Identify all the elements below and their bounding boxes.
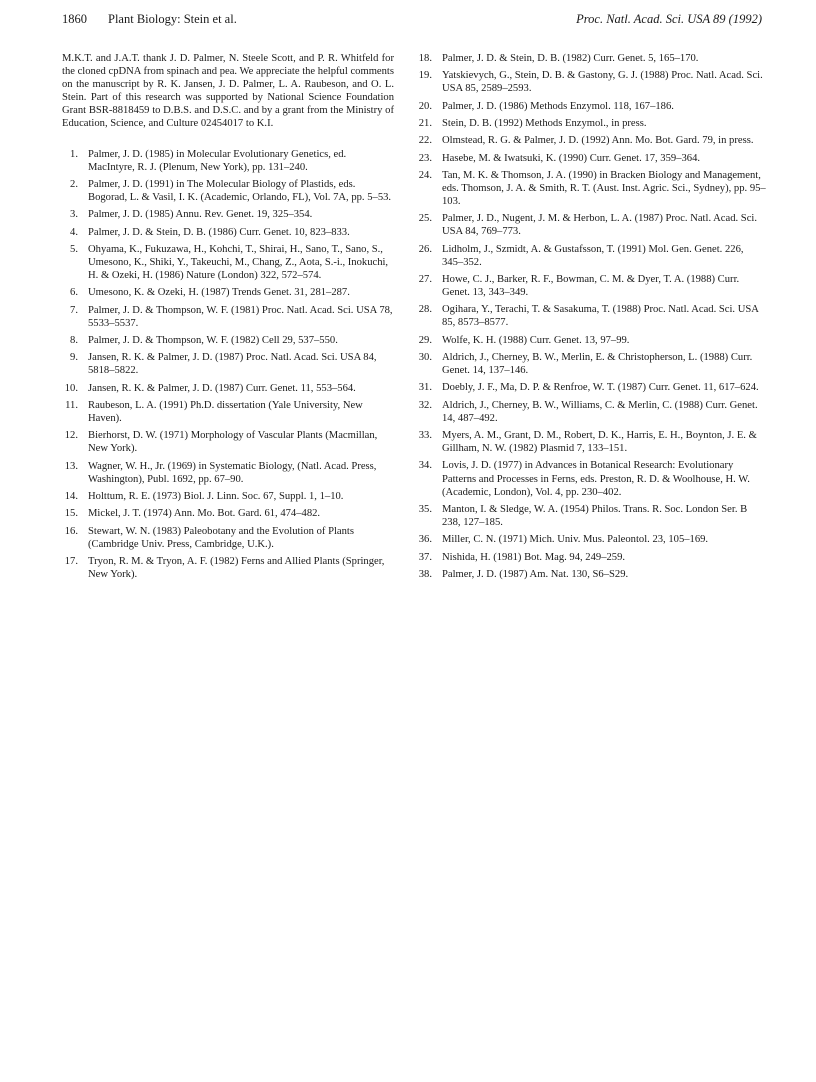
reference-text: Myers, A. M., Grant, D. M., Robert, D. K., Harris, E. H., Boynton, J. E. & Gillham, N. W. (1982) Plasmid 7, 133–151. xyxy=(442,430,757,455)
reference-text: Raubeson, L. A. (1991) Ph.D. dissertation (Yale University, New Haven). xyxy=(88,399,363,425)
reference-item xyxy=(416,69,766,95)
reference-text: Holttum, R. E. (1973) Biol. J. Linn. Soc. 67, Suppl. 1, 1–10. xyxy=(88,491,344,503)
reference-item xyxy=(62,334,394,347)
reference-text: Palmer, J. D. (1991) in The Molecular Biology of Plastids, eds. Bogorad, L. & Vasil, I. K. (Academic, Orlando, FL), Vol. 7A, pp. 5–53. xyxy=(88,178,392,204)
reference-item xyxy=(62,243,394,282)
reference-item xyxy=(416,273,766,299)
reference-text: Mickel, J. T. (1974) Ann. Mo. Bot. Gard. 61, 474–482. xyxy=(88,508,321,520)
reference-text: Stewart, W. N. (1983) Paleobotany and the Evolution of Plants (Cambridge Univ. Press, Cambridge, U.K.). xyxy=(88,525,354,550)
reference-item xyxy=(416,381,766,394)
reference-text: Palmer, J. D. & Thompson, W. F. (1981) Proc. Natl. Acad. Sci. USA 78, 5533–5537. xyxy=(88,304,393,329)
reference-number: 23. xyxy=(418,152,432,164)
reference-text: Manton, I. & Sledge, W. A. (1954) Philos. Trans. R. Soc. London Ser. B 238, 127–185. xyxy=(442,503,748,528)
reference-text: Palmer, J. D. & Thompson, W. F. (1982) Cell 29, 537–550. xyxy=(88,335,338,346)
reference-item xyxy=(416,169,766,208)
reference-number: 9. xyxy=(70,352,78,364)
reference-text: Jansen, R. K. & Palmer, J. D. (1987) Proc. Natl. Acad. Sci. USA 84, 5818–5822. xyxy=(88,352,377,377)
left-column xyxy=(62,52,394,585)
reference-item xyxy=(62,208,394,221)
reference-text: Bierhorst, D. W. (1971) Morphology of Vascular Plants (Macmillan, New York). xyxy=(88,430,378,455)
running-title: Plant Biology: Stein et al. xyxy=(108,12,237,26)
reference-number: 20. xyxy=(418,100,432,112)
reference-text: Palmer, J. D. (1985) in Molecular Evolutionary Genetics, ed. MacIntyre, R. J. (Plenum, New York), pp. 131–240. xyxy=(88,148,347,173)
reference-item xyxy=(416,134,766,147)
reference-text: Aldrich, J., Cherney, B. W., Williams, C. & Merlin, C. (1988) Curr. Genet. 14, 487–492. xyxy=(442,399,758,424)
reference-number: 27. xyxy=(418,274,432,285)
reference-text: Ogihara, Y., Terachi, T. & Sasakuma, T. (1988) Proc. Natl. Acad. Sci. USA 85, 8573–8577. xyxy=(442,304,759,329)
reference-text: Umesono, K. & Ozeki, H. (1987) Trends Genet. 31, 281–287. xyxy=(88,287,350,299)
reference-text: Lidholm, J., Szmidt, A. & Gustafsson, T. (1991) Mol. Gen. Genet. 226, 345–352. xyxy=(442,243,744,268)
reference-item xyxy=(416,303,766,329)
reference-item xyxy=(62,429,394,455)
reference-number: 1. xyxy=(70,148,78,160)
reference-item xyxy=(416,100,766,113)
reference-list-left xyxy=(62,148,394,582)
reference-item xyxy=(62,351,394,377)
reference-number: 37. xyxy=(418,551,432,563)
reference-number: 33. xyxy=(418,430,432,442)
reference-text: Aldrich, J., Cherney, B. W., Merlin, E. & Christopherson, L. (1988) Curr. Genet. 14, 137–146. xyxy=(442,352,753,377)
reference-text: Palmer, J. D. & Stein, D. B. (1982) Curr. Genet. 5, 165–170. xyxy=(442,53,699,64)
reference-item xyxy=(416,459,766,498)
reference-item xyxy=(416,212,766,238)
page-number: 1860 xyxy=(62,12,87,26)
reference-number: 13. xyxy=(64,460,78,472)
reference-number: 38. xyxy=(418,568,432,580)
reference-item xyxy=(62,490,394,503)
reference-number: 28. xyxy=(418,304,432,316)
reference-number: 2. xyxy=(70,178,78,190)
reference-number: 21. xyxy=(418,117,432,129)
reference-text: Yatskievych, G., Stein, D. B. & Gastony, G. J. (1988) Proc. Natl. Acad. Sci. USA 85, 2589–2593. xyxy=(442,70,763,95)
reference-item xyxy=(416,503,766,529)
reference-number: 10. xyxy=(64,382,78,394)
reference-list-right xyxy=(416,52,766,581)
reference-text: Lovis, J. D. (1977) in Advances in Botanical Research: Evolutionary Patterns and Processes in Ferns, eds. Preston, R. D. & Woolhouse, H. W. (Academic, London), Vol. 4, pp. 230–402. xyxy=(442,460,750,498)
reference-number: 26. xyxy=(418,243,432,255)
reference-number: 35. xyxy=(418,503,432,515)
reference-number: 36. xyxy=(418,534,432,546)
reference-item xyxy=(416,243,766,269)
reference-number: 31. xyxy=(418,382,432,394)
reference-number: 30. xyxy=(418,352,432,364)
reference-item xyxy=(416,568,766,581)
reference-text: Palmer, J. D. (1985) Annu. Rev. Genet. 19, 325–354. xyxy=(88,209,313,221)
reference-number: 12. xyxy=(64,430,78,442)
reference-item xyxy=(416,351,766,377)
reference-text: Palmer, J. D., Nugent, J. M. & Herbon, L. A. (1987) Proc. Natl. Acad. Sci. USA 84, 769–773. xyxy=(442,213,757,238)
reference-number: 14. xyxy=(64,491,78,503)
reference-number: 25. xyxy=(418,213,432,225)
reference-number: 11. xyxy=(65,399,78,411)
reference-text: Stein, D. B. (1992) Methods Enzymol., in press. xyxy=(442,117,647,129)
reference-item xyxy=(62,525,394,551)
reference-number: 29. xyxy=(418,334,432,346)
reference-number: 19. xyxy=(418,70,432,82)
reference-text: Palmer, J. D. (1987) Am. Nat. 130, S6–S29. xyxy=(442,568,629,580)
reference-item xyxy=(62,399,394,425)
reference-item xyxy=(62,555,394,581)
journal-citation: Proc. Natl. Acad. Sci. USA 89 (1992) xyxy=(576,12,762,26)
reference-text: Wolfe, K. H. (1988) Curr. Genet. 13, 97–99. xyxy=(442,334,630,346)
reference-item xyxy=(62,382,394,395)
reference-item xyxy=(416,429,766,455)
reference-item xyxy=(416,399,766,425)
reference-number: 17. xyxy=(64,556,78,567)
reference-text: Palmer, J. D. (1986) Methods Enzymol. 118, 167–186. xyxy=(442,100,674,112)
reference-item xyxy=(62,178,394,204)
reference-item xyxy=(416,533,766,546)
reference-item xyxy=(416,551,766,564)
reference-item xyxy=(416,152,766,165)
reference-item xyxy=(416,334,766,347)
reference-text: Tryon, R. M. & Tryon, A. F. (1982) Ferns and Allied Plants (Springer, New York). xyxy=(88,556,385,581)
reference-item xyxy=(416,117,766,130)
reference-text: Doebly, J. F., Ma, D. P. & Renfroe, W. T. (1987) Curr. Genet. 11, 617–624. xyxy=(442,382,759,394)
reference-text: Olmstead, R. G. & Palmer, J. D. (1992) Ann. Mo. Bot. Gard. 79, in press. xyxy=(442,135,754,147)
reference-text: Miller, C. N. (1971) Mich. Univ. Mus. Paleontol. 23, 105–169. xyxy=(442,534,709,546)
reference-item xyxy=(62,304,394,330)
reference-text: Jansen, R. K. & Palmer, J. D. (1987) Curr. Genet. 11, 553–564. xyxy=(88,382,356,394)
reference-number: 18. xyxy=(418,53,432,64)
reference-text: Tan, M. K. & Thomson, J. A. (1990) in Bracken Biology and Management, eds. Thomson, J. A. & Smith, R. T. (Aust. Inst. Agric. Sci., Sydney), pp. 95–103. xyxy=(442,169,766,207)
reference-item xyxy=(62,286,394,299)
reference-item xyxy=(62,507,394,520)
right-column xyxy=(416,52,766,585)
reference-text: Hasebe, M. & Iwatsuki, K. (1990) Curr. Genet. 17, 359–364. xyxy=(442,152,701,164)
reference-item xyxy=(416,52,766,65)
reference-text: Ohyama, K., Fukuzawa, H., Kohchi, T., Shirai, H., Sano, T., Sano, S., Umesono, K., Shiki, Y., Takeuchi, M., Chang, Z., Aota, S.-i., Inokuchi, H. & Ozeki, H. (1986) Nature (London) 322, 572–574. xyxy=(88,243,389,282)
reference-number: 24. xyxy=(418,169,432,181)
reference-number: 4. xyxy=(70,226,78,238)
reference-number: 32. xyxy=(418,399,432,411)
reference-number: 22. xyxy=(418,135,432,147)
reference-item xyxy=(62,460,394,486)
reference-text: Wagner, W. H., Jr. (1969) in Systematic Biology, (Natl. Acad. Press, Washington), Publ. 1692, pp. 67–90. xyxy=(88,460,377,485)
reference-number: 7. xyxy=(70,304,78,316)
reference-text: Palmer, J. D. & Stein, D. B. (1986) Curr. Genet. 10, 823–833. xyxy=(88,226,350,238)
reference-item xyxy=(62,226,394,239)
reference-number: 3. xyxy=(70,209,78,221)
reference-number: 6. xyxy=(70,287,78,299)
reference-number: 16. xyxy=(64,525,78,537)
reference-number: 5. xyxy=(70,243,78,255)
reference-text: Howe, C. J., Barker, R. F., Bowman, C. M. & Dyer, T. A. (1988) Curr. Genet. 13, 343–349. xyxy=(442,274,740,299)
reference-number: 15. xyxy=(64,508,78,520)
page-header xyxy=(62,12,762,32)
reference-item xyxy=(62,148,394,174)
reference-number: 34. xyxy=(418,460,432,472)
acknowledgment: M.K.T. and J.A.T. thank J. D. Palmer, N. Steele Scott, and P. R. Whitfeld for the cloned cpDNA from spinach and pea. We appreciate the helpful comments on the manuscript by R. K. Jansen, J. D. Palmer, L. A. Raubeson, and O. L. Stein. Part of this research was supported by National Science Foundation Grant BSR-8818459 to D.B.S. and D.S.C. and by a grant from the Ministry of Education, Science, and Culture 02454017 to K.I. xyxy=(62,53,394,130)
reference-text: Nishida, H. (1981) Bot. Mag. 94, 249–259. xyxy=(442,551,626,563)
reference-number: 8. xyxy=(70,335,78,346)
